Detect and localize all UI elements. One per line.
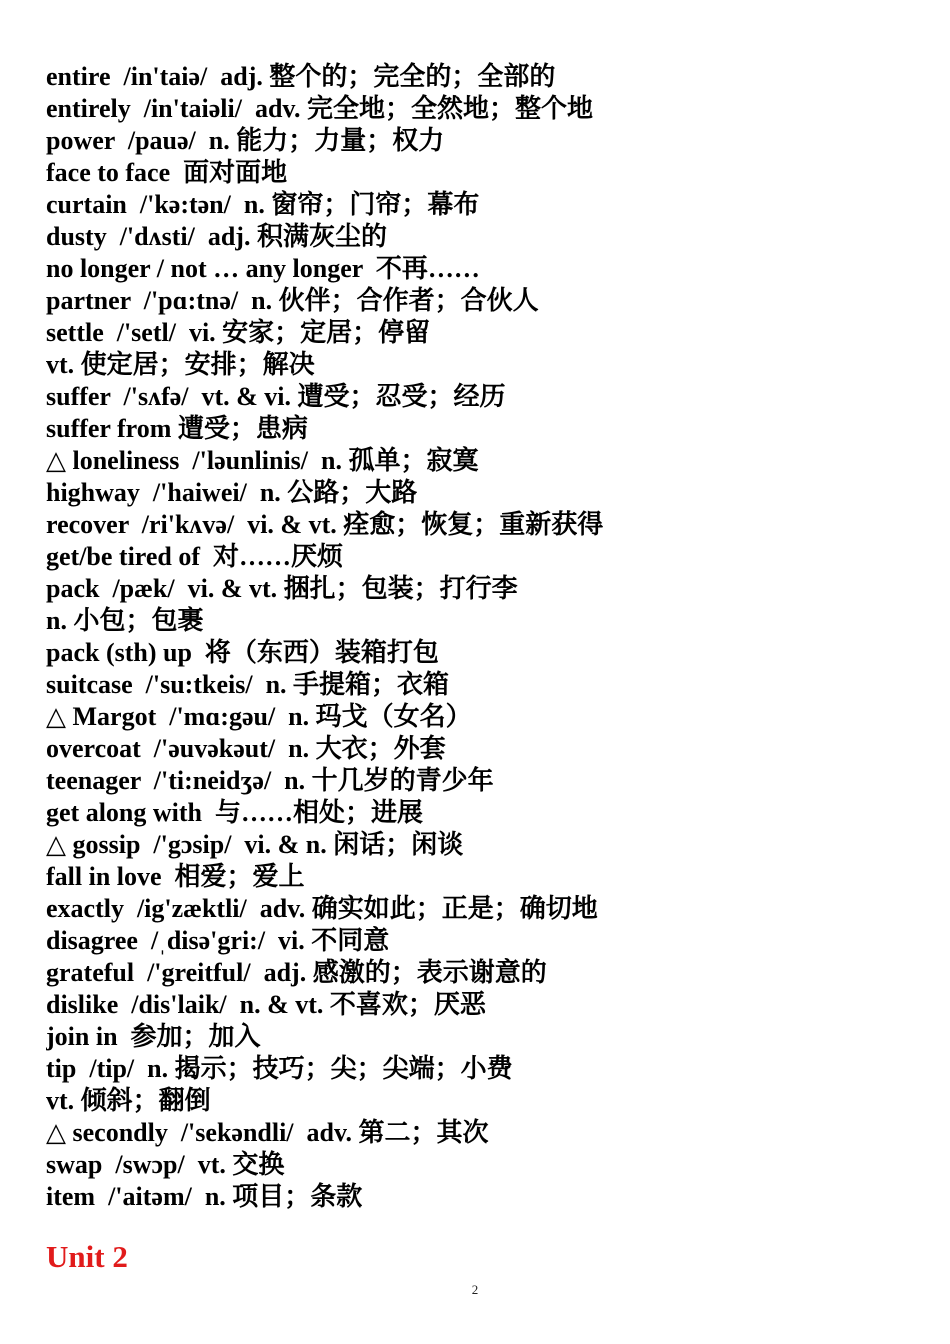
- vocab-entry: △ loneliness /'ləunlinis/ n. 孤单；寂寞: [46, 446, 479, 475]
- vocab-entry: item /'aitəm/ n. 项目；条款: [46, 1182, 363, 1211]
- vocab-entry: tip /tip/ n. 揭示；技巧；尖；尖端；小费: [46, 1054, 513, 1083]
- vocab-entry: swap /swɔp/ vt. 交换: [46, 1150, 285, 1179]
- vocab-entry: exactly /ig'zæktli/ adv. 确实如此；正是；确切地: [46, 894, 598, 923]
- vocab-entry: recover /ri'kʌvə/ vi. & vt. 痊愈；恢复；重新获得: [46, 510, 604, 539]
- vocab-entry: suffer from 遭受；患病: [46, 414, 308, 443]
- vocab-entry: dusty /'dʌsti/ adj. 积满灰尘的: [46, 222, 387, 251]
- unit-heading: Unit 2: [46, 1239, 128, 1274]
- vocab-entry: entire /in'taiə/ adj. 整个的；完全的；全部的: [46, 62, 556, 91]
- vocab-entry: face to face 面对面地: [46, 158, 288, 187]
- vocab-entry: disagree /ˌdisə'gri:/ vi. 不同意: [46, 926, 390, 955]
- vocab-entry: suffer /'sʌfə/ vt. & vi. 遭受；忍受；经历: [46, 382, 506, 411]
- vocab-entry: settle /'setl/ vi. 安家；定居；停留: [46, 318, 431, 347]
- vocab-entry: power /pauə/ n. 能力；力量；权力: [46, 126, 445, 155]
- vocab-entry: pack /pæk/ vi. & vt. 捆扎；包装；打行李: [46, 574, 518, 603]
- vocab-entry: curtain /'kə:tən/ n. 窗帘；门帘；幕布: [46, 190, 480, 219]
- vocab-entry: △ gossip /'gɔsip/ vi. & n. 闲话；闲谈: [46, 830, 464, 859]
- vocabulary-list: [46, 61, 926, 1213]
- vocab-entry: dislike /dis'laik/ n. & vt. 不喜欢；厌恶: [46, 990, 486, 1019]
- vocab-entry: n. 小包；包裹: [46, 606, 204, 635]
- vocab-entry: △ Margot /'mɑ:gəu/ n. 玛戈（女名）: [46, 702, 472, 731]
- vocab-entry: get along with 与……相处；进展: [46, 798, 424, 827]
- vocab-entry: suitcase /'su:tkeis/ n. 手提箱；衣箱: [46, 670, 450, 699]
- vocab-entry: partner /'pɑ:tnə/ n. 伙伴；合作者；合伙人: [46, 286, 539, 315]
- vocab-entry: fall in love 相爱；爱上: [46, 862, 305, 891]
- vocab-entry: pack (sth) up 将（东西）装箱打包: [46, 638, 439, 667]
- vocab-entry: highway /'haiwei/ n. 公路；大路: [46, 478, 418, 507]
- vocab-entry: get/be tired of 对……厌烦: [46, 542, 344, 571]
- vocab-entry: no longer / not … any longer 不再……: [46, 254, 480, 283]
- vocab-entry: grateful /'greitful/ adj. 感激的；表示谢意的: [46, 958, 547, 987]
- vocab-entry: overcoat /'əuvəkəut/ n. 大衣；外套: [46, 734, 446, 763]
- page-number: 2: [471, 1282, 479, 1297]
- vocab-entry: entirely /in'taiəli/ adv. 完全地；全然地；整个地: [46, 94, 593, 123]
- vocab-entry: vt. 倾斜；翻倒: [46, 1086, 211, 1115]
- vocab-entry: vt. 使定居；安排；解决: [46, 350, 315, 379]
- vocab-entry: teenager /'ti:neidʒə/ n. 十几岁的青少年: [46, 766, 494, 795]
- vocab-entry: join in 参加；加入: [46, 1022, 261, 1051]
- vocab-entry: △ secondly /'sekəndli/ adv. 第二；其次: [46, 1118, 489, 1147]
